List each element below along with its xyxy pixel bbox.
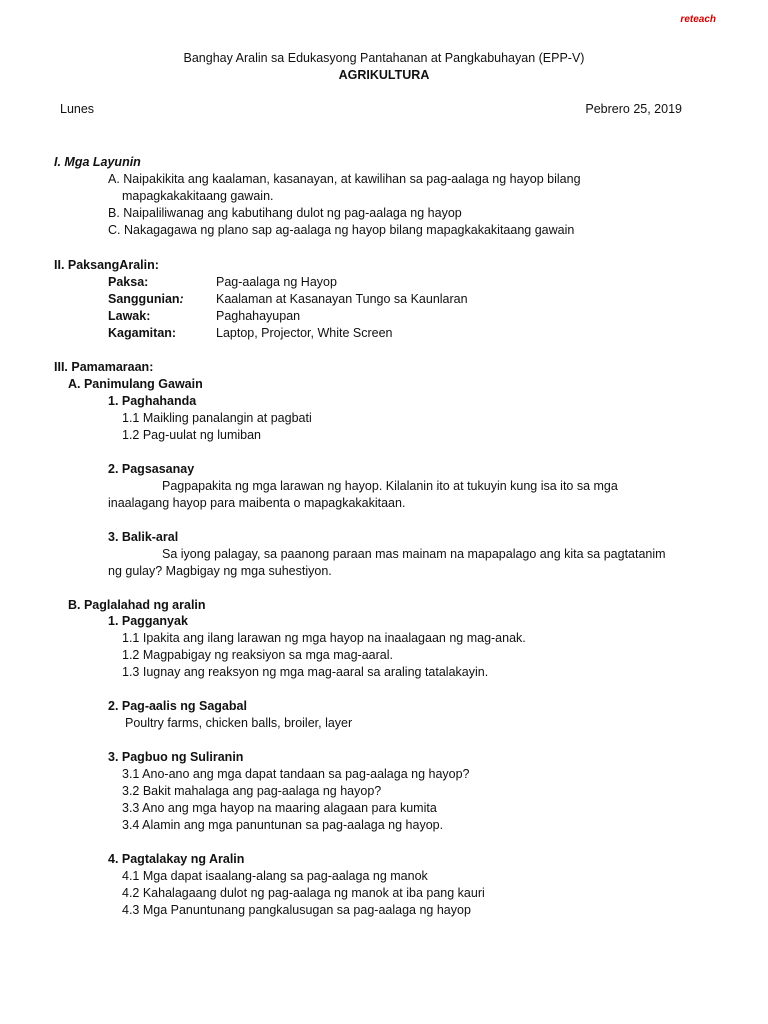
step-pagganyak: 1. Pagganyak: [108, 614, 188, 628]
step-paghahanda: 1. Paghahanda: [108, 394, 197, 408]
list-item: 1.2 Magpabigay ng reaksiyon sa mga mag-aaral.: [122, 648, 393, 662]
date-label: Pebrero 25, 2019: [585, 102, 682, 116]
section-paksa-heading: II. PaksangAralin:: [54, 258, 159, 272]
list-item: 1.1 Maikling panalangin at pagbati: [122, 411, 312, 425]
sagabal-text: Poultry farms, chicken balls, broiler, layer: [125, 716, 353, 730]
objective-b: B. Naipaliliwanag ang kabutihang dulot ng pag-aalaga ng hayop: [108, 206, 462, 220]
list-item: 4.3 Mga Panuntunang pangkalusugan sa pag-aalaga ng hayop: [122, 903, 471, 917]
paragraph-pagsasanay: Pagpapakita ng mga larawan ng hayop. Kilalanin ito at tukuyin kung isa ito sa mga: [162, 479, 618, 493]
list-item: 4.2 Kahalagaang dulot ng pag-aalaga ng manok at iba pang kauri: [122, 886, 485, 900]
kagamitan-label: Kagamitan:: [108, 326, 177, 340]
paragraph-balik-aral-cont: ng gulay? Magbigay ng mga suhestiyon.: [108, 564, 332, 578]
objective-a: A. Naipakikita ang kaalaman, kasanayan, at kawilihan sa pag-aalaga ng hayop bilang: [108, 172, 581, 186]
step-pagtalakay-ng-aralin: 4. Pagtalakay ng Aralin: [108, 852, 245, 866]
paksa-value: Pag-aalaga ng Hayop: [216, 275, 337, 289]
reteach-tag: reteach: [680, 14, 716, 25]
objective-a-cont: mapagkakakitaang gawain.: [122, 189, 274, 203]
step-pagsasanay: 2. Pagsasanay: [108, 462, 195, 476]
step-balik-aral: 3. Balik-aral: [108, 530, 179, 544]
kagamitan-value: Laptop, Projector, White Screen: [216, 326, 393, 340]
paragraph-balik-aral: Sa iyong palagay, sa paanong paraan mas mainam na mapapalago ang kita sa pagtatanim: [162, 547, 666, 561]
objective-c: C. Nakagagawa ng plano sap ag-aalaga ng hayop bilang mapagkakakitaang gawain: [108, 223, 575, 237]
subsection-panimulang-gawain: A. Panimulang Gawain: [68, 377, 203, 391]
day-label: Lunes: [60, 102, 95, 116]
sanggunian-label: [108, 291, 184, 308]
list-item: 3.1 Ano-ano ang mga dapat tandaan sa pag-aalaga ng hayop?: [122, 767, 470, 781]
list-item: 3.2 Bakit mahalaga ang pag-aalaga ng hayop?: [122, 784, 382, 798]
list-item: 1.3 Iugnay ang reaksyon ng mga mag-aaral sa araling tatalakayin.: [122, 665, 489, 679]
lawak-value: Paghahayupan: [216, 309, 301, 323]
list-item: 3.3 Ano ang mga hayop na maaring alagaan para kumita: [122, 801, 437, 815]
step-pag-aalis-ng-sagabal: 2. Pag-aalis ng Sagabal: [108, 699, 247, 713]
section-layunin-heading: I. Mga Layunin: [54, 155, 141, 169]
paksa-label: Paksa:: [108, 275, 149, 289]
subsection-paglalahad: B. Paglalahad ng aralin: [68, 598, 206, 612]
sanggunian-value: Kaalaman at Kasanayan Tungo sa Kaunlaran: [216, 292, 468, 306]
sanggunian-label-text: Sanggunian: [108, 292, 180, 306]
list-item: 4.1 Mga dapat isaalang-alang sa pag-aalaga ng manok: [122, 869, 428, 883]
paragraph-pagsasanay-cont: inaalagang hayop para maibenta o mapagkakakitaan.: [108, 496, 406, 510]
lawak-label: Lawak:: [108, 309, 151, 323]
step-pagbuo-ng-suliranin: 3. Pagbuo ng Suliranin: [108, 750, 244, 764]
document-title: Banghay Aralin sa Edukasyong Pantahanan at Pangkabuhayan (EPP-V): [183, 51, 585, 65]
sanggunian-colon: :: [179, 292, 184, 306]
document-subtitle: AGRIKULTURA: [338, 68, 430, 82]
section-pamamaraan-heading: III. Pamamaraan:: [54, 360, 154, 374]
list-item: 3.4 Alamin ang mga panuntunan sa pag-aalaga ng hayop.: [122, 818, 444, 832]
list-item: 1.2 Pag-uulat ng lumiban: [122, 428, 261, 442]
list-item: 1.1 Ipakita ang ilang larawan ng mga hayop na inaalagaan ng mag-anak.: [122, 631, 526, 645]
